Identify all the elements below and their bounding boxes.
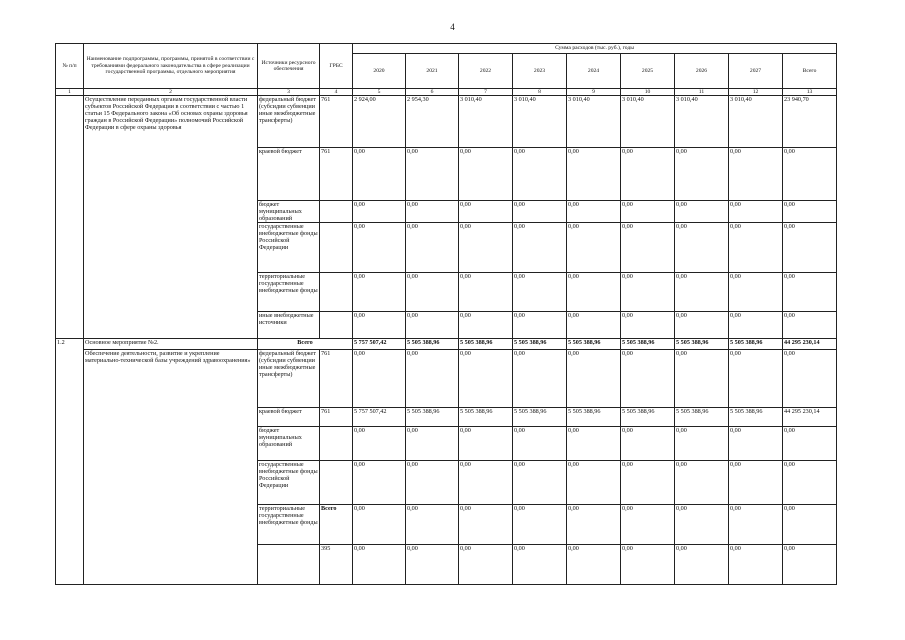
value-cell: 0,00 [459, 273, 513, 312]
table-row [56, 339, 837, 350]
measure-name: Осуществление переданных органам государственной власти субъектов Российской Федерации в соответствии с частью 1 статьи 15 Федерального закона «Об основах охраны здоровья граждан в Российской Федерации» полномочий Российской Федерации в сфере охраны здоровья [84, 96, 258, 339]
value-cell: 0,00 [459, 201, 513, 223]
value-cell: 0,00 [783, 223, 837, 273]
value-cell: 0,00 [459, 312, 513, 339]
value-cell: 3 010,40 [459, 96, 513, 148]
page-number: 4 [450, 22, 455, 32]
header-name: Наименование подпрограммы, программы, принятой в соответствии с требованиями федерального законодательства в сфере реализации государственной программы, отдельного мероприятия [84, 44, 258, 89]
value-cell: 0,00 [567, 461, 621, 505]
value-cell: 0,00 [459, 148, 513, 201]
value-cell: 0,00 [675, 505, 729, 545]
source-cell: территориальные государственные внебюджетные фонды [258, 273, 320, 312]
value-cell: 0,00 [353, 201, 406, 223]
value-cell: 0,00 [729, 273, 783, 312]
value-cell: 0,00 [729, 545, 783, 585]
column-number: 10 [621, 89, 675, 96]
value-cell: 0,00 [406, 505, 459, 545]
value-cell: 0,00 [783, 312, 837, 339]
value-cell: 0,00 [729, 461, 783, 505]
value-cell: 0,00 [567, 505, 621, 545]
value-cell: 3 010,40 [567, 96, 621, 148]
value-cell: 44 295 230,14 [783, 408, 837, 427]
grbs-cell [320, 201, 353, 223]
value-cell: 0,00 [406, 545, 459, 585]
value-cell: 5 505 388,96 [675, 339, 729, 350]
value-cell: 5 757 507,42 [353, 408, 406, 427]
value-cell: 0,00 [675, 223, 729, 273]
grbs-cell [320, 223, 353, 273]
value-cell: 0,00 [513, 505, 567, 545]
value-cell: 0,00 [675, 312, 729, 339]
header-source: Источники ресурсного обеспечения [258, 44, 320, 89]
value-cell: 0,00 [621, 223, 675, 273]
grbs-cell: 761 [320, 96, 353, 148]
column-number: 8 [513, 89, 567, 96]
value-cell: 0,00 [621, 505, 675, 545]
value-cell: 0,00 [513, 545, 567, 585]
column-number: 11 [675, 89, 729, 96]
value-cell: 0,00 [621, 461, 675, 505]
value-cell: 0,00 [567, 312, 621, 339]
value-cell: 0,00 [513, 201, 567, 223]
header-no: № п/п [56, 44, 84, 89]
header-year: 2024 [567, 54, 621, 89]
value-cell: 5 505 388,96 [729, 339, 783, 350]
value-cell: 0,00 [675, 148, 729, 201]
value-cell: 5 505 388,96 [513, 408, 567, 427]
value-cell: 0,00 [783, 148, 837, 201]
value-cell: 0,00 [783, 505, 837, 545]
value-cell: 0,00 [406, 273, 459, 312]
value-cell: 5 757 507,42 [353, 339, 406, 350]
column-number: 12 [729, 89, 783, 96]
value-cell: 5 505 388,96 [406, 408, 459, 427]
value-cell: 0,00 [567, 427, 621, 461]
source-cell: государственные внебюджетные фонды Российской Федерации [258, 223, 320, 273]
value-cell: 0,00 [783, 461, 837, 505]
value-cell: 0,00 [406, 223, 459, 273]
grbs-cell: Всего [320, 505, 353, 545]
value-cell: 2 954,30 [406, 96, 459, 148]
grbs-cell: 761 [320, 350, 353, 408]
value-cell: 0,00 [729, 350, 783, 408]
measure-name: Обеспечение деятельности, развитие и укрепление материально-технической базы учреждений здравоохранения» [84, 350, 258, 585]
value-cell: 0,00 [513, 461, 567, 505]
value-cell: 0,00 [675, 350, 729, 408]
source-cell: федеральный бюджет (субсидии субвенции иные межбюджетные трансферты) [258, 96, 320, 148]
column-number: 7 [459, 89, 513, 96]
value-cell: 5 505 388,96 [729, 408, 783, 427]
value-cell: 0,00 [675, 273, 729, 312]
value-cell: 0,00 [406, 350, 459, 408]
value-cell: 0,00 [783, 545, 837, 585]
value-cell: 0,00 [353, 312, 406, 339]
value-cell: 0,00 [567, 223, 621, 273]
column-number: 6 [406, 89, 459, 96]
value-cell: 5 505 388,96 [459, 339, 513, 350]
header-year: 2021 [406, 54, 459, 89]
value-cell: 5 505 388,96 [621, 339, 675, 350]
value-cell: 5 505 388,96 [567, 339, 621, 350]
source-cell: территориальные государственные внебюджетные фонды [258, 505, 320, 545]
value-cell: 0,00 [406, 148, 459, 201]
grbs-cell [320, 461, 353, 505]
source-cell: федеральный бюджет (субсидии субвенции иные межбюджетные трансферты) [258, 350, 320, 408]
table-row [56, 96, 837, 148]
value-cell: 0,00 [729, 148, 783, 201]
value-cell: 0,00 [513, 223, 567, 273]
value-cell: 0,00 [729, 312, 783, 339]
header-year: 2026 [675, 54, 729, 89]
value-cell: 5 505 388,96 [621, 408, 675, 427]
value-cell: 2 924,00 [353, 96, 406, 148]
column-number: 3 [258, 89, 320, 96]
column-number: 1 [56, 89, 84, 96]
header-year: 2022 [459, 54, 513, 89]
value-cell: 0,00 [459, 223, 513, 273]
value-cell: 0,00 [353, 461, 406, 505]
value-cell: 0,00 [621, 273, 675, 312]
column-number: 2 [84, 89, 258, 96]
value-cell: 0,00 [675, 201, 729, 223]
value-cell: 0,00 [729, 505, 783, 545]
value-cell: 0,00 [621, 427, 675, 461]
value-cell: 0,00 [513, 427, 567, 461]
budget-table [55, 43, 837, 585]
value-cell: 0,00 [406, 312, 459, 339]
source-cell: бюджет муниципальных образований [258, 427, 320, 461]
value-cell: 0,00 [783, 201, 837, 223]
value-cell: 0,00 [729, 223, 783, 273]
value-cell: 3 010,40 [513, 96, 567, 148]
value-cell: 0,00 [621, 545, 675, 585]
header-grbs: ГРБС [320, 44, 353, 89]
value-cell: 0,00 [353, 427, 406, 461]
value-cell: 3 010,40 [621, 96, 675, 148]
header-year: Всего [783, 54, 837, 89]
value-cell: 5 505 388,96 [459, 408, 513, 427]
header-sum: Сумма расходов (тыс. руб.), годы [353, 44, 837, 54]
value-cell: 0,00 [513, 273, 567, 312]
value-cell: 0,00 [459, 545, 513, 585]
value-cell: 0,00 [353, 223, 406, 273]
value-cell: 0,00 [353, 273, 406, 312]
value-cell: 0,00 [513, 350, 567, 408]
value-cell: 0,00 [459, 350, 513, 408]
measure-title: Основное мероприятие №2. [84, 339, 258, 350]
grbs-cell [320, 427, 353, 461]
value-cell: 3 010,40 [675, 96, 729, 148]
value-cell: 0,00 [675, 461, 729, 505]
value-cell: 0,00 [513, 148, 567, 201]
table-row [56, 350, 837, 408]
source-cell: краевой бюджет [258, 408, 320, 427]
value-cell: 3 010,40 [729, 96, 783, 148]
grbs-cell [320, 312, 353, 339]
value-cell: 0,00 [567, 148, 621, 201]
value-cell: 0,00 [459, 461, 513, 505]
value-cell: 0,00 [729, 427, 783, 461]
source-cell [258, 545, 320, 585]
grbs-cell [320, 273, 353, 312]
value-cell: 0,00 [567, 201, 621, 223]
value-cell: 0,00 [406, 461, 459, 505]
total-label: Всего [258, 339, 353, 350]
value-cell: 5 505 388,96 [675, 408, 729, 427]
value-cell: 0,00 [353, 148, 406, 201]
header-year: 2020 [353, 54, 406, 89]
value-cell: 0,00 [353, 350, 406, 408]
value-cell: 0,00 [621, 350, 675, 408]
value-cell: 0,00 [675, 545, 729, 585]
value-cell: 0,00 [621, 148, 675, 201]
header-year: 2023 [513, 54, 567, 89]
value-cell: 0,00 [353, 505, 406, 545]
value-cell: 0,00 [353, 545, 406, 585]
value-cell: 5 505 388,96 [406, 339, 459, 350]
value-cell: 0,00 [783, 427, 837, 461]
column-number: 9 [567, 89, 621, 96]
source-cell: государственные внебюджетные фонды Российской Федерации [258, 461, 320, 505]
row-no [56, 96, 84, 339]
grbs-cell: 761 [320, 148, 353, 201]
value-cell: 0,00 [406, 201, 459, 223]
source-cell: бюджет муниципальных образований [258, 201, 320, 223]
value-cell: 0,00 [675, 427, 729, 461]
source-cell: иные внебюджетные источники [258, 312, 320, 339]
column-number: 5 [353, 89, 406, 96]
column-number: 13 [783, 89, 837, 96]
value-cell: 0,00 [729, 201, 783, 223]
column-number: 4 [320, 89, 353, 96]
value-cell: 5 505 388,96 [513, 339, 567, 350]
value-cell: 0,00 [459, 427, 513, 461]
value-cell: 0,00 [406, 427, 459, 461]
value-cell: 23 940,70 [783, 96, 837, 148]
row-no: 1.2 [56, 339, 84, 585]
value-cell: 0,00 [567, 273, 621, 312]
value-cell: 0,00 [567, 545, 621, 585]
value-cell: 0,00 [621, 312, 675, 339]
value-cell: 0,00 [567, 350, 621, 408]
source-cell: краевой бюджет [258, 148, 320, 201]
header-year: 2025 [621, 54, 675, 89]
header-year: 2027 [729, 54, 783, 89]
grbs-cell: 395 [320, 545, 353, 585]
value-cell: 5 505 388,96 [567, 408, 621, 427]
value-cell: 0,00 [783, 350, 837, 408]
value-cell: 0,00 [513, 312, 567, 339]
value-cell: 0,00 [459, 505, 513, 545]
grbs-cell: 761 [320, 408, 353, 427]
value-cell: 0,00 [621, 201, 675, 223]
value-cell: 0,00 [783, 273, 837, 312]
value-cell: 44 295 230,14 [783, 339, 837, 350]
